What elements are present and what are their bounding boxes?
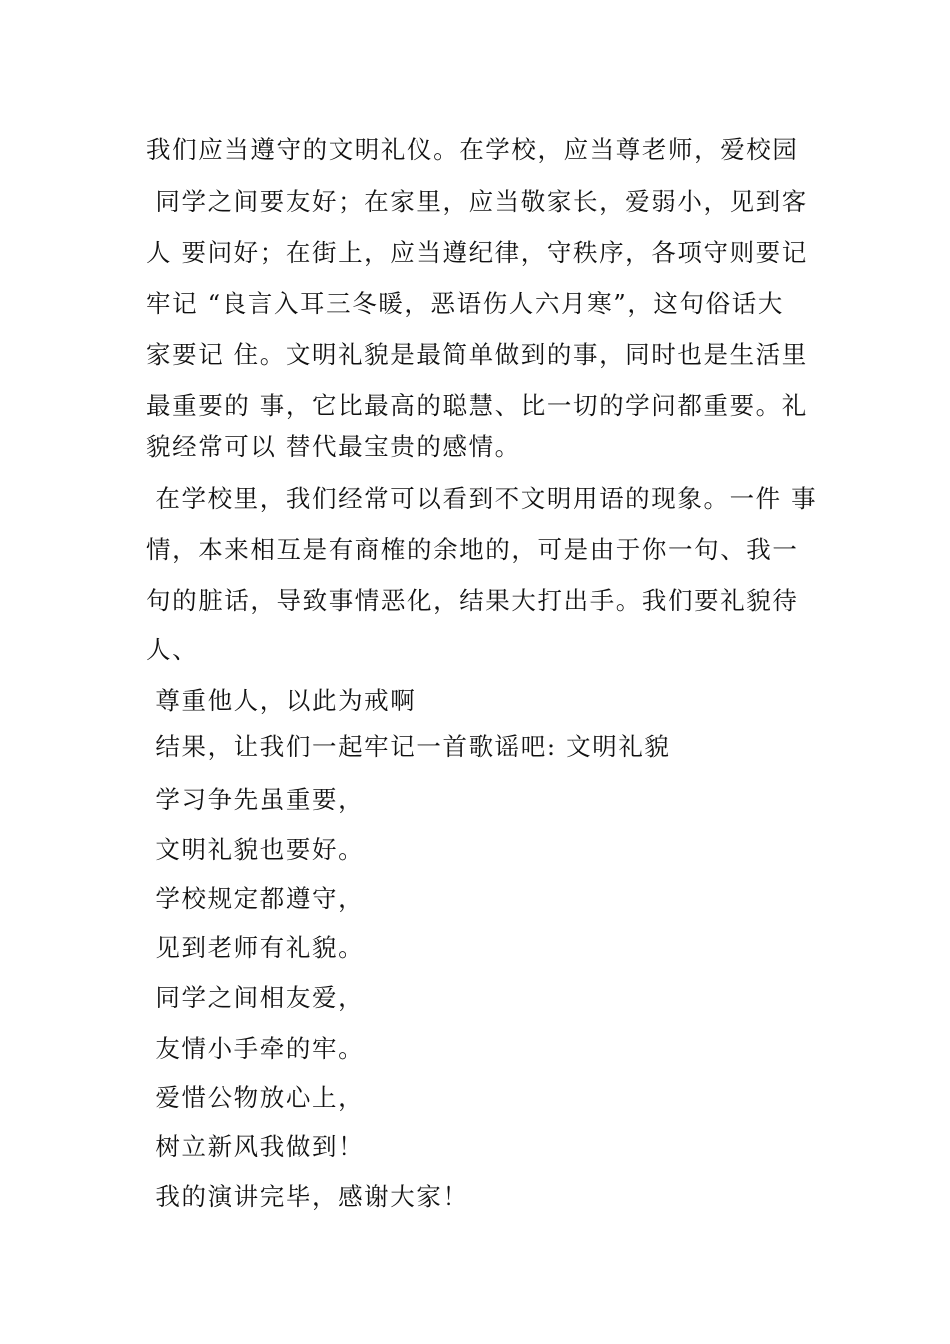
text-line: 学习争先虽重要， bbox=[146, 785, 365, 814]
text-line: 最重要的 事，它比最高的聪慧、比一切的学问都重要。礼 bbox=[146, 391, 808, 420]
text-line: 结果，让我们一起牢记一首歌谣吧: 文明礼貌 bbox=[146, 732, 671, 761]
text-line: 学校规定都遵守， bbox=[146, 884, 365, 913]
text-line: 爱惜公物放心上， bbox=[146, 1083, 365, 1112]
text-line: 同学之间要友好；在家里，应当敬家长，爱弱小，见到客 bbox=[146, 187, 808, 216]
text-line: 我们应当遵守的文明礼仪。在学校，应当尊老师，爱校园 bbox=[146, 135, 799, 164]
text-line: 家要记 住。文明礼貌是最简单做到的事，同时也是生活里 bbox=[146, 340, 808, 369]
text-line: 文明礼貌也要好。 bbox=[146, 835, 365, 864]
text-line: 友情小手牵的牢。 bbox=[146, 1034, 365, 1063]
text-line: 情，本来相互是有商榷的余地的，可是由于你一句、我一 bbox=[146, 535, 799, 564]
text-line: 牢记 “良言入耳三冬暖，恶语伤人六月寒”，这句俗话大 bbox=[146, 289, 784, 318]
text-line: 尊重他人，以此为戒啊 bbox=[146, 686, 417, 715]
text-line: 句的脏话，导致事情恶化，结果大打出手。我们要礼貌待 bbox=[146, 586, 799, 615]
text-line: 见到老师有礼貌。 bbox=[146, 933, 365, 962]
text-line: 我的演讲完毕，感谢大家！ bbox=[146, 1182, 469, 1211]
text-line: 树立新风我做到！ bbox=[146, 1132, 365, 1161]
text-line: 貌经常可以 替代最宝贵的感情。 bbox=[146, 432, 521, 461]
text-line: 人、 bbox=[146, 635, 199, 664]
text-line: 人 要问好；在街上，应当遵纪律，守秩序，各项守则要记 bbox=[146, 238, 808, 267]
text-line: 同学之间相友爱， bbox=[146, 983, 365, 1012]
text-line: 在学校里，我们经常可以看到不文明用语的现象。一件 事 bbox=[146, 484, 818, 513]
